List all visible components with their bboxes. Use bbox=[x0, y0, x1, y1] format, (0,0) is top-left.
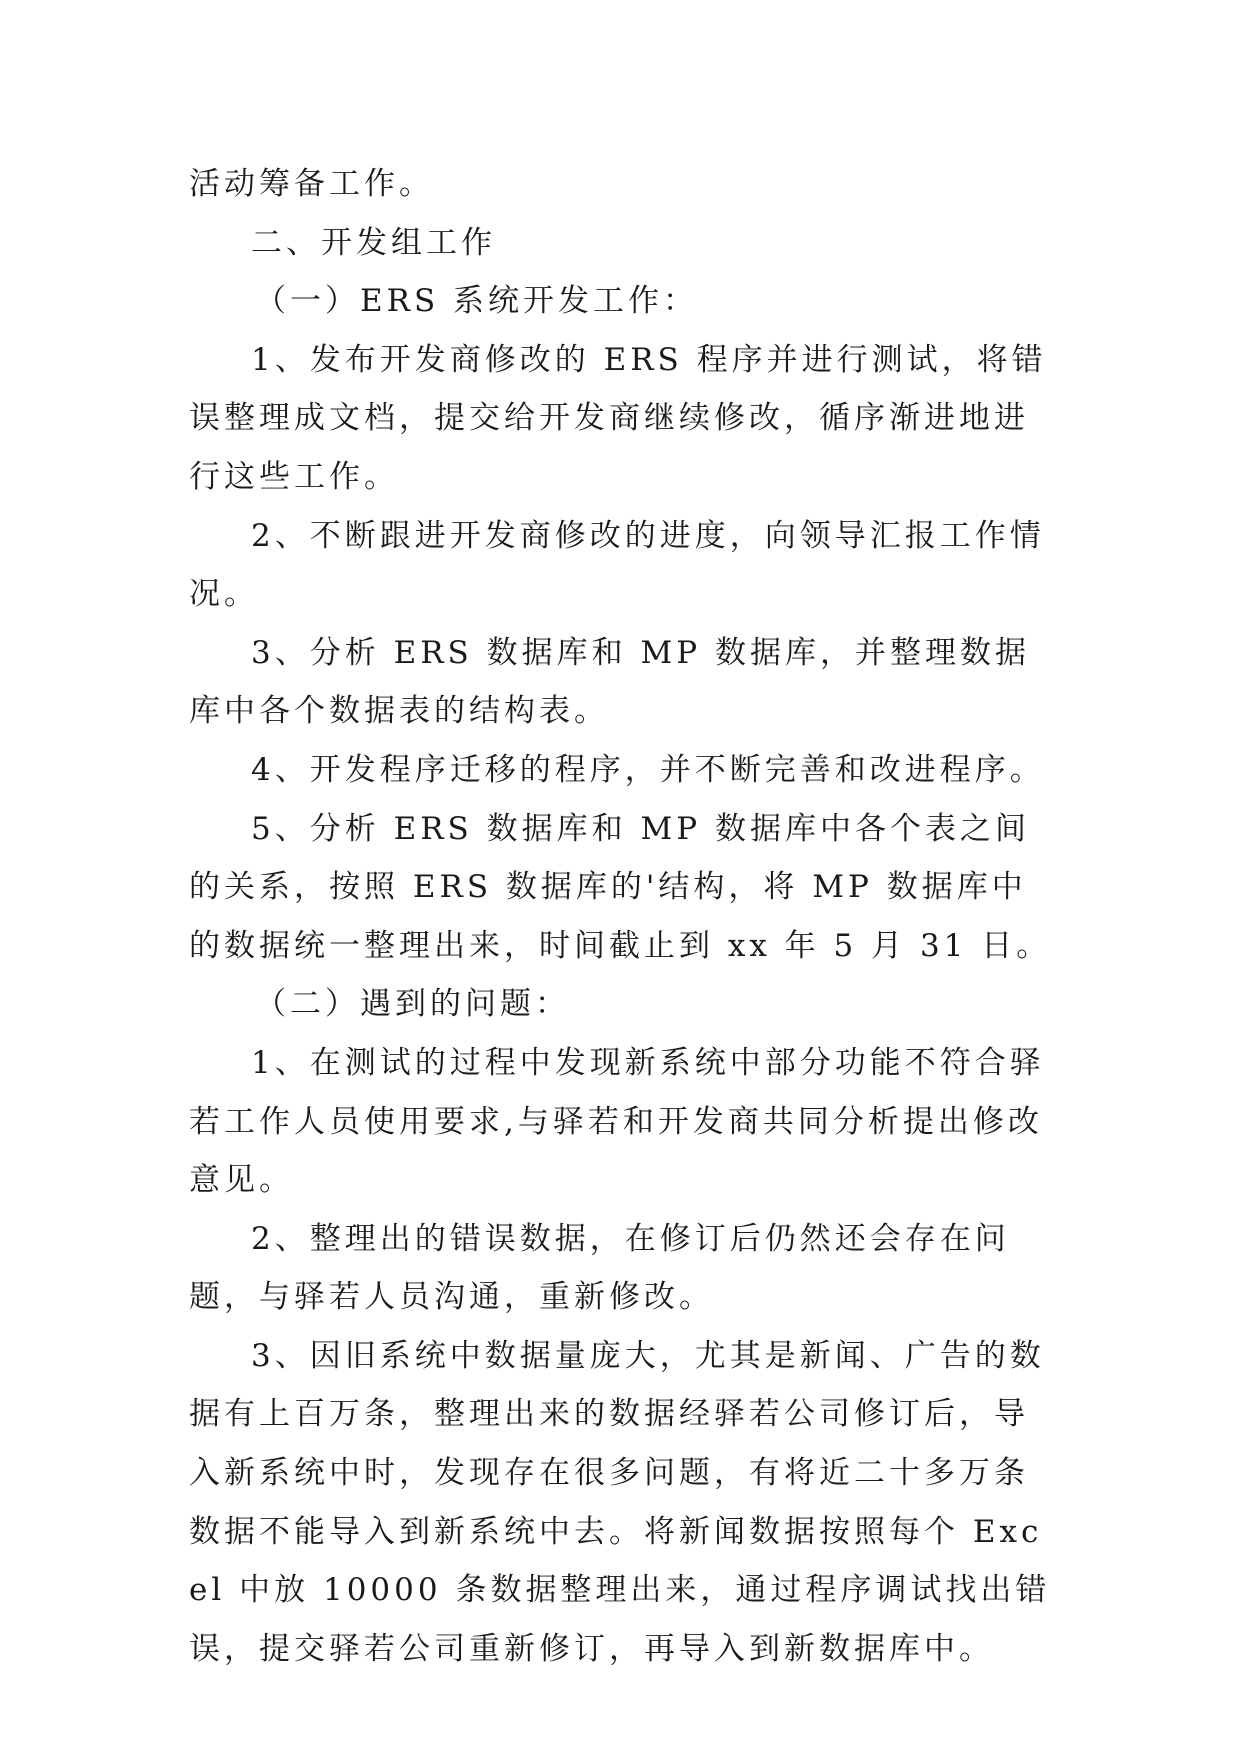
paragraph-item-5: 5、分析 ERS 数据库和 MP 数据库中各个表之间的关系，按照 ERS 数据库的'结构，将 MP 数据库中的数据统一整理出来，时间截止到 xx 年 5 月 31 日。 bbox=[189, 810, 1052, 964]
subsection-heading-ers: （一）ERS 系统开发工作： bbox=[255, 283, 699, 320]
paragraph-item-2: 2、不断跟进开发商修改的进度，向领导汇报工作情况。 bbox=[189, 517, 1045, 613]
paragraph-problem-2: 2、整理出的错误数据，在修订后仍然还会存在问题，与驿若人员沟通，重新修改。 bbox=[189, 1220, 1010, 1316]
document-body bbox=[189, 155, 1059, 1678]
paragraph-item-3: 3、分析 ERS 数据库和 MP 数据库，并整理数据库中各个数据表的结构表。 bbox=[189, 634, 1030, 730]
paragraph-problem-3: 3、因旧系统中数据量庞大，尤其是新闻、广告的数据有上百万条，整理出来的数据经驿若公司修订后，导入新系统中时，发现存在很多问题，有将近二十多万条数据不能导入到新系统中去。将新闻数据按照每个 Excel 中放 10000 条数据整理出来，通过程序调试找出错误，提交驿若公司重新修订，再导入到新数据库中。 bbox=[189, 1337, 1051, 1667]
paragraph-item-4: 4、开发程序迁移的程序，并不断完善和改进程序。 bbox=[251, 751, 1045, 788]
paragraph-item-1: 1、发布开发商修改的 ERS 程序并进行测试，将错误整理成文档，提交给开发商继续修改，循序渐进地进行这些工作。 bbox=[189, 341, 1047, 495]
paragraph-continuation: 活动筹备工作。 bbox=[189, 166, 434, 202]
paragraph-problem-1: 1、在测试的过程中发现新系统中部分功能不符合驿若工作人员使用要求,与驿若和开发商共同分析提出修改意见。 bbox=[189, 1044, 1045, 1199]
subsection-heading-problems: （二）遇到的问题： bbox=[255, 986, 570, 1023]
section-heading-dev-team: 二、开发组工作 bbox=[251, 224, 496, 261]
